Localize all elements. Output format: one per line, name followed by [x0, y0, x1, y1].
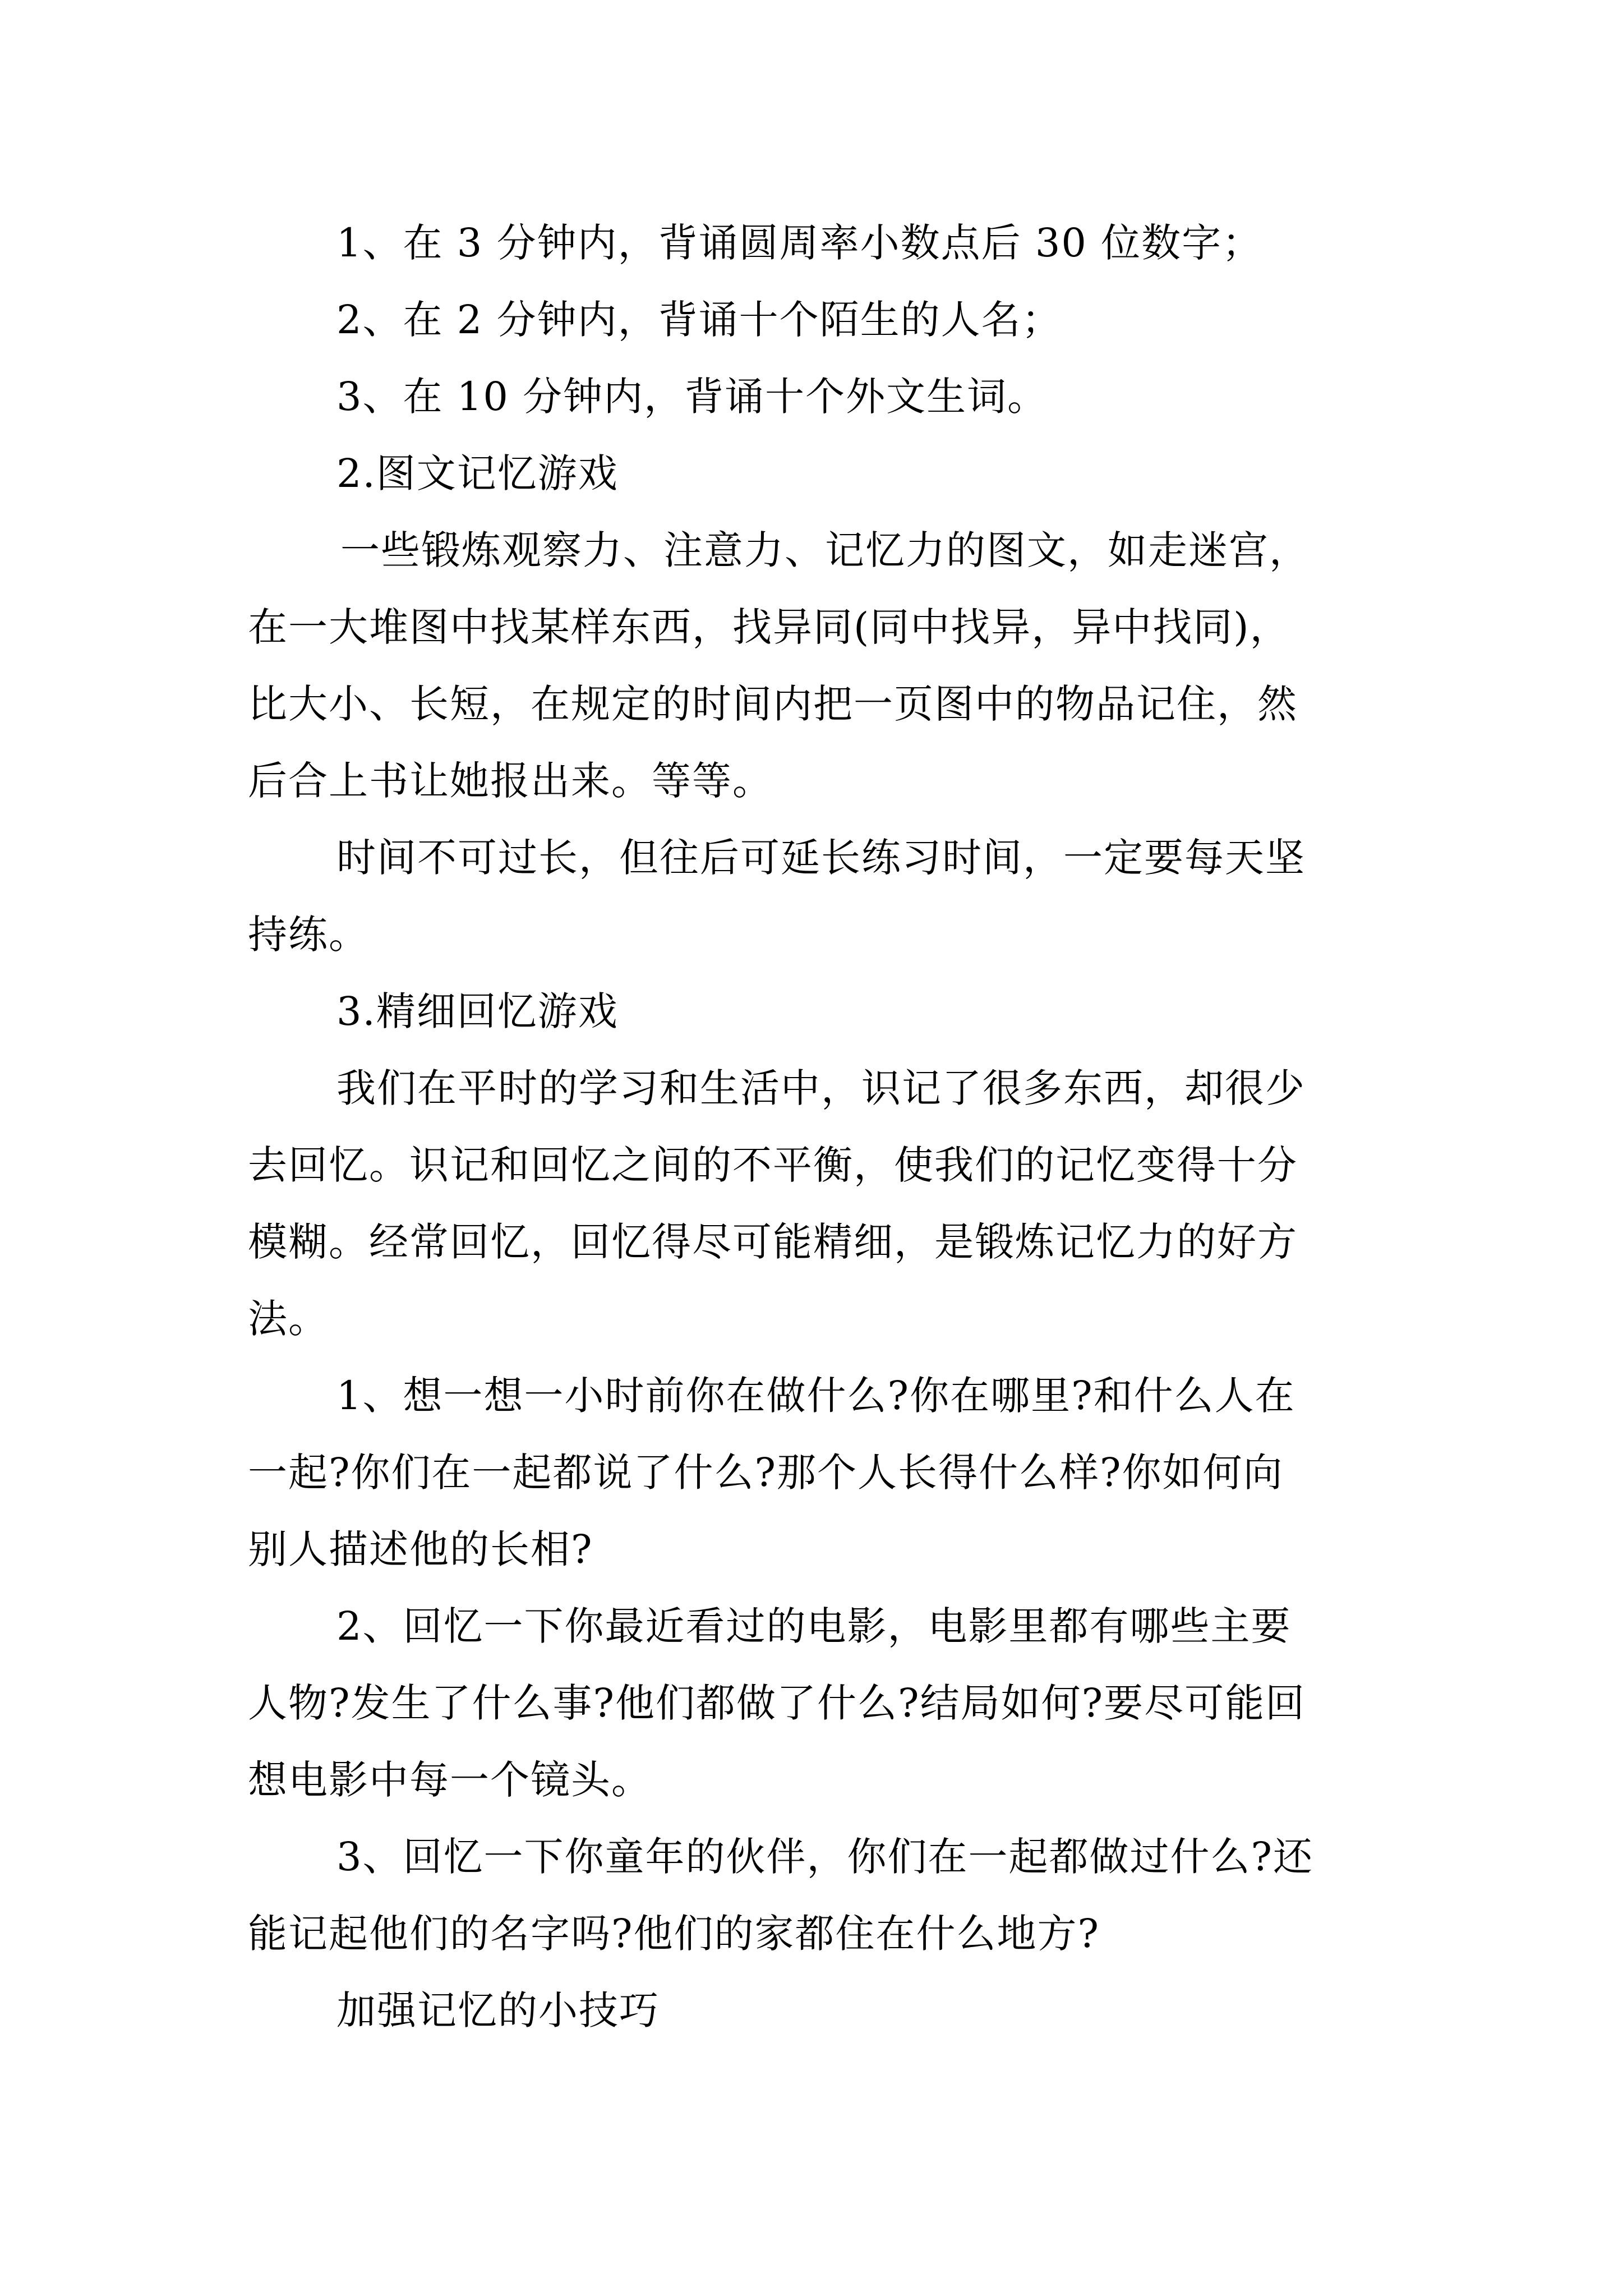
section-heading-detailed-recall: 3.精细回忆游戏 [336, 988, 619, 1034]
list-item-vocabulary: 3、在 10 分钟内，背诵十个外文生词。 [336, 374, 1048, 420]
paragraph-line: 去回忆。识记和回忆之间的不平衡，使我们的记忆变得十分 [248, 1142, 1298, 1188]
paragraph-line: 后合上书让她报出来。等等。 [248, 758, 773, 804]
list-item-pi-digits: 1、在 3 分钟内，背诵圆周率小数点后 30 位数字； [336, 220, 1263, 266]
paragraph-line: 想电影中每一个镜头。 [248, 1757, 652, 1803]
list-item-recall-hour: 1、想一想一小时前你在做什么?你在哪里?和什么人在 [336, 1373, 1295, 1419]
list-item-names: 2、在 2 分钟内，背诵十个陌生的人名； [336, 297, 1062, 343]
paragraph-line: 别人描述他的长相? [248, 1526, 593, 1572]
paragraph-line: 比大小、长短，在规定的时间内把一页图中的物品记住，然 [248, 681, 1298, 727]
paragraph-line: 在一大堆图中找某样东西，找异同(同中找异，异中找同)， [248, 604, 1290, 650]
paragraph-line: 我们在平时的学习和生活中，识记了很多东西，却很少 [336, 1065, 1306, 1111]
paragraph-line: 能记起他们的名字吗?他们的家都住在什么地方? [248, 1911, 1100, 1957]
paragraph-line: 一些锻炼观察力、注意力、记忆力的图文，如走迷宫， [340, 527, 1310, 573]
list-item-recall-movie: 2、回忆一下你最近看过的电影，电影里都有哪些主要 [336, 1603, 1292, 1649]
list-item-recall-childhood: 3、回忆一下你童年的伙伴，你们在一起都做过什么?还 [336, 1834, 1314, 1880]
paragraph-line: 持练。 [248, 912, 369, 958]
paragraph-line: 法。 [248, 1296, 329, 1342]
document-body [248, 205, 1390, 2049]
paragraph-line: 人物?发生了什么事?他们都做了什么?结局如何?要尽可能回 [248, 1680, 1306, 1726]
section-heading-picture-memory: 2.图文记忆游戏 [336, 450, 619, 496]
section-heading-memory-tips: 加强记忆的小技巧 [336, 1987, 660, 2033]
paragraph-line: 模糊。经常回忆，回忆得尽可能精细，是锻炼记忆力的好方 [248, 1219, 1298, 1265]
paragraph-line: 一起?你们在一起都说了什么?那个人长得什么样?你如何向 [248, 1450, 1284, 1496]
paragraph-line: 时间不可过长，但往后可延长练习时间，一定要每天坚 [336, 835, 1306, 881]
